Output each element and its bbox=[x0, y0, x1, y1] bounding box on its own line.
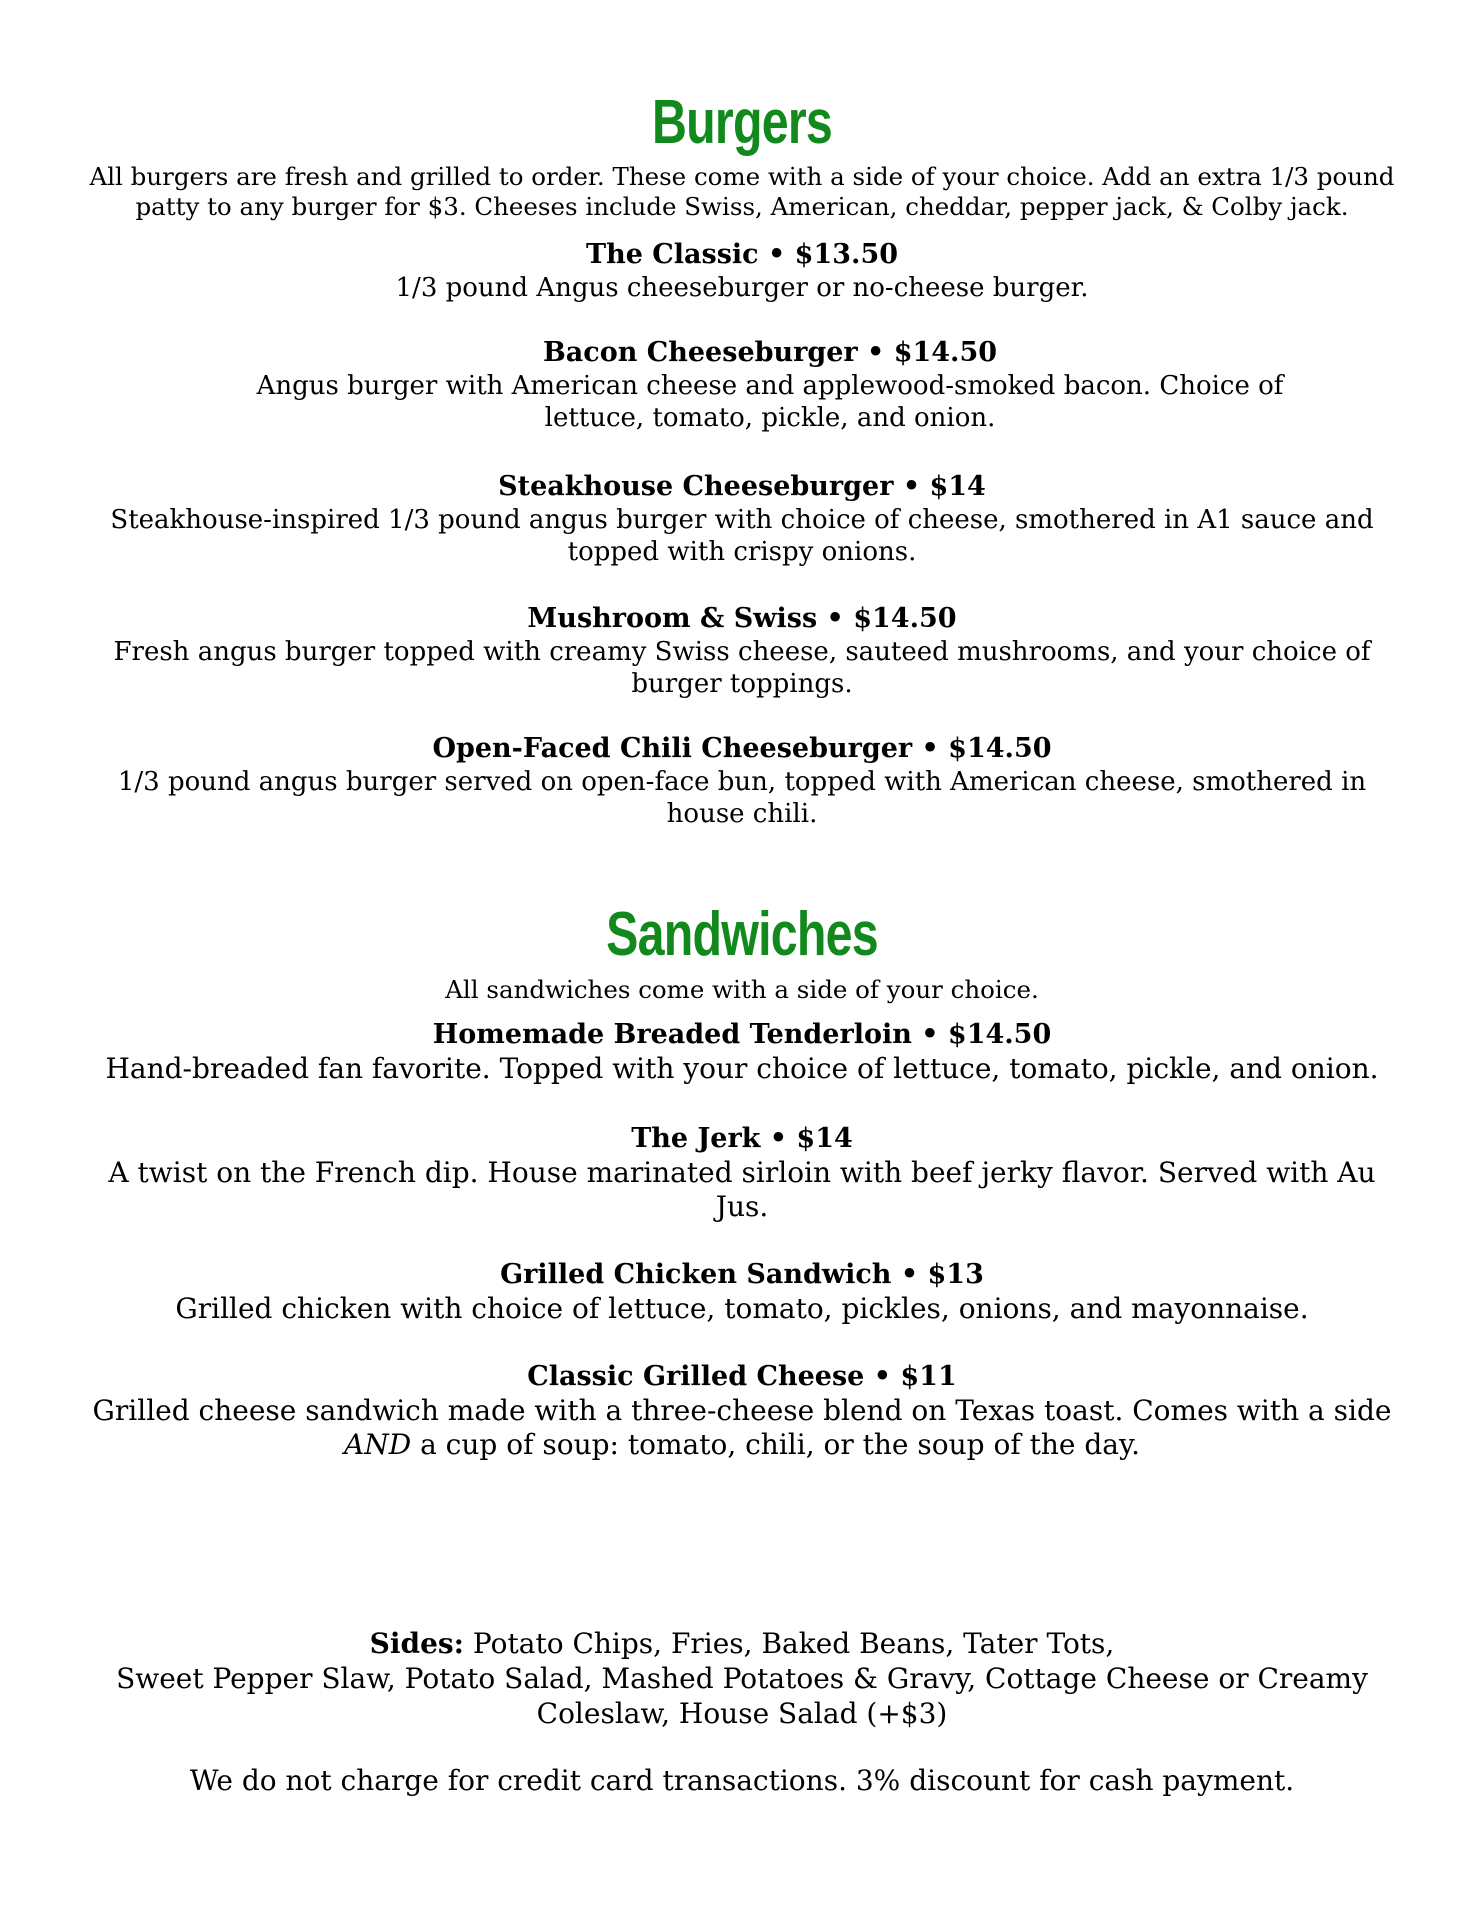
menu-item bbox=[100, 1122, 1384, 1224]
sandwiches-title-block bbox=[80, 900, 1404, 970]
menu-item bbox=[220, 336, 1320, 434]
payment-note: We do not charge for credit card transactions. 3% discount for cash payment. bbox=[189, 1764, 1295, 1797]
item-description-line1: Grilled cheese sandwich made with a three-cheese blend on Texas toast. Comes with a side bbox=[92, 1394, 1392, 1427]
sides-label: Sides: bbox=[369, 1627, 465, 1660]
burgers-title-block bbox=[80, 88, 1404, 158]
item-description-rest: a cup of soup: tomato, chili, or the soup of the day. bbox=[411, 1428, 1140, 1461]
menu-item bbox=[70, 1360, 1414, 1462]
menu-item bbox=[80, 1258, 1404, 1326]
payment-note-block bbox=[80, 1764, 1404, 1798]
sides-line1: Potato Chips, Fries, Baked Beans, Tater Tots, bbox=[464, 1627, 1115, 1660]
sides-list bbox=[100, 1626, 1384, 1731]
item-name: Classic Grilled Cheese • $11 bbox=[527, 1361, 957, 1392]
menu-item bbox=[110, 732, 1374, 830]
sandwiches-intro-block bbox=[80, 975, 1404, 1005]
item-name: Mushroom & Swiss • $14.50 bbox=[527, 603, 957, 634]
item-name: The Jerk • $14 bbox=[631, 1123, 853, 1154]
item-description: Grilled chicken with choice of lettuce, tomato, pickles, onions, and mayonnaise. bbox=[175, 1292, 1309, 1325]
burgers-title: Burgers bbox=[652, 88, 832, 157]
item-name: Steakhouse Cheeseburger • $14 bbox=[498, 471, 986, 502]
menu-item bbox=[100, 470, 1384, 568]
menu-item bbox=[80, 1018, 1404, 1086]
burgers-intro-block bbox=[86, 162, 1398, 222]
item-description: 1/3 pound Angus cheeseburger or no-cheese burger. bbox=[395, 273, 1089, 303]
sides-block bbox=[100, 1626, 1384, 1731]
menu-item bbox=[80, 238, 1404, 304]
sandwiches-intro: All sandwiches come with a side of your choice. bbox=[445, 975, 1039, 1004]
item-name: Homemade Breaded Tenderloin • $14.50 bbox=[432, 1019, 1052, 1050]
item-description: Steakhouse-inspired 1/3 pound angus burger with choice of cheese, smothered in A1 sauce and topped with crispy onions. bbox=[110, 505, 1374, 567]
item-name: Bacon Cheeseburger • $14.50 bbox=[542, 337, 998, 368]
item-name: Grilled Chicken Sandwich • $13 bbox=[500, 1259, 984, 1290]
menu-item bbox=[110, 602, 1374, 700]
item-description: Hand-breaded fan favorite. Topped with your choice of lettuce, tomato, pickle, and onion. bbox=[105, 1052, 1379, 1085]
item-description bbox=[70, 1394, 1414, 1462]
item-description-emphasis: AND bbox=[344, 1428, 412, 1461]
item-name: The Classic • $13.50 bbox=[585, 239, 899, 270]
item-description: A twist on the French dip. House marinated sirloin with beef jerky flavor. Served with Au Jus. bbox=[108, 1156, 1376, 1223]
sandwiches-title: Sandwiches bbox=[606, 900, 878, 969]
item-description: Angus burger with American cheese and applewood-smoked bacon. Choice of lettuce, tomato, pickle, and onion. bbox=[256, 371, 1284, 433]
sides-line2: Sweet Pepper Slaw, Potato Salad, Mashed Potatoes & Gravy, Cottage Cheese or Creamy Coleslaw, House Salad (+$3) bbox=[116, 1662, 1368, 1730]
burgers-intro: All burgers are fresh and grilled to order. These come with a side of your choice. Add an extra 1/3 pound patty to any burger for $3. Cheeses include Swiss, American, cheddar, pepper jack, & Colby jack. bbox=[89, 162, 1395, 221]
item-description: Fresh angus burger topped with creamy Swiss cheese, sauteed mushrooms, and your choice of burger toppings. bbox=[113, 637, 1371, 699]
item-name: Open-Faced Chili Cheeseburger • $14.50 bbox=[432, 733, 1052, 764]
item-description: 1/3 pound angus burger served on open-face bun, topped with American cheese, smothered in house chili. bbox=[117, 767, 1367, 829]
